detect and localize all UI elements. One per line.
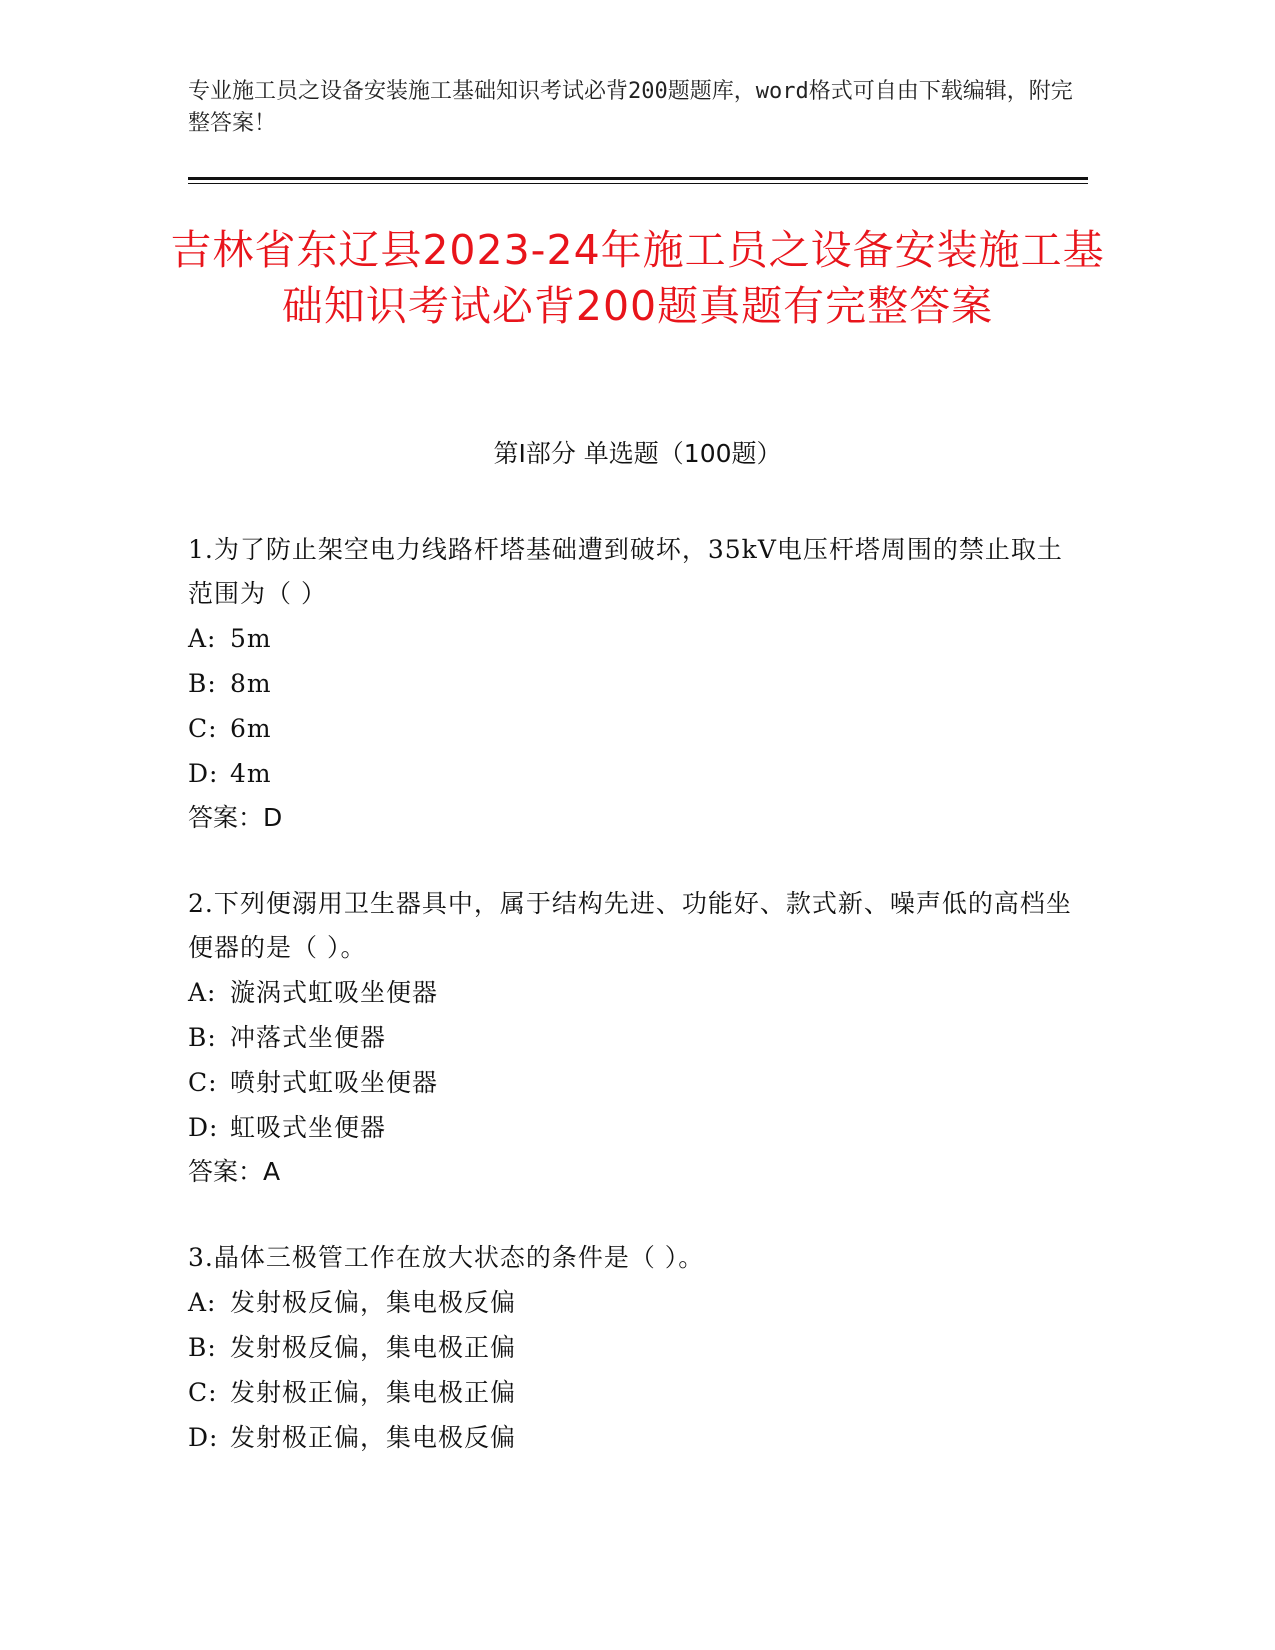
option-text: 发射极反偏，集电极正偏 [230,1333,517,1362]
option-text: 8m [230,669,272,698]
answer-line [188,1150,1088,1194]
option-b [188,1325,1088,1370]
option-label: C: [188,1068,218,1097]
option-c [188,1060,1088,1105]
option-label: B: [188,1023,217,1052]
option-a [188,616,1088,661]
option-text: 喷射式虹吸坐便器 [230,1068,439,1097]
question-stem: 2.下列便溺用卫生器具中，属于结构先进、功能好、款式新、噪声低的高档坐便器的是（ ）。 [188,889,1072,962]
option-text: 漩涡式虹吸坐便器 [230,978,439,1007]
option-a [188,1280,1088,1325]
option-b [188,1015,1088,1060]
answer-value: D [263,803,283,832]
answer-prefix: 答案： [188,1157,264,1186]
option-label: A: [188,978,217,1007]
option-text: 发射极正偏，集电极反偏 [230,1423,517,1452]
option-label: A: [188,1288,217,1317]
question-list [188,528,1088,1502]
section-heading: 第I部分 单选题（100题） [493,439,782,468]
header-rule-thick [188,177,1088,180]
answer-line [188,796,1088,840]
option-a [188,970,1088,1015]
option-text: 发射极正偏，集电极正偏 [230,1378,517,1407]
option-label: B: [188,1333,217,1362]
header-note: 专业施工员之设备安装施工基础知识考试必背200题题库，word格式可自由下载编辑，附完整答案！ [188,79,1073,136]
option-text: 4m [230,759,272,788]
question-1 [188,528,1088,840]
document-title: 吉林省东辽县2023-24年施工员之设备安装施工基础知识考试必背200题真题有完整答案 [170,226,1105,330]
question-stem: 1.为了防止架空电力线路杆塔基础遭到破坏，35kV电压杆塔周围的禁止取土范围为（ ） [188,535,1063,608]
option-d [188,751,1088,796]
option-d [188,1105,1088,1150]
option-label: A: [188,624,217,653]
question-3 [188,1236,1088,1460]
option-c [188,1370,1088,1415]
option-text: 发射极反偏，集电极反偏 [230,1288,517,1317]
question-2 [188,882,1088,1194]
option-label: D: [188,1423,219,1452]
answer-value: A [263,1157,281,1186]
option-text: 虹吸式坐便器 [230,1113,387,1142]
option-text: 冲落式坐便器 [230,1023,387,1052]
option-label: C: [188,1378,218,1407]
option-text: 5m [230,624,272,653]
header-rule-thin [188,183,1088,184]
option-d [188,1415,1088,1460]
option-label: B: [188,669,217,698]
option-c [188,706,1088,751]
answer-prefix: 答案： [188,803,264,832]
option-label: C: [188,714,218,743]
question-stem: 3.晶体三极管工作在放大状态的条件是（ ）。 [188,1243,705,1272]
option-label: D: [188,759,219,788]
option-b [188,661,1088,706]
option-label: D: [188,1113,219,1142]
option-text: 6m [230,714,272,743]
